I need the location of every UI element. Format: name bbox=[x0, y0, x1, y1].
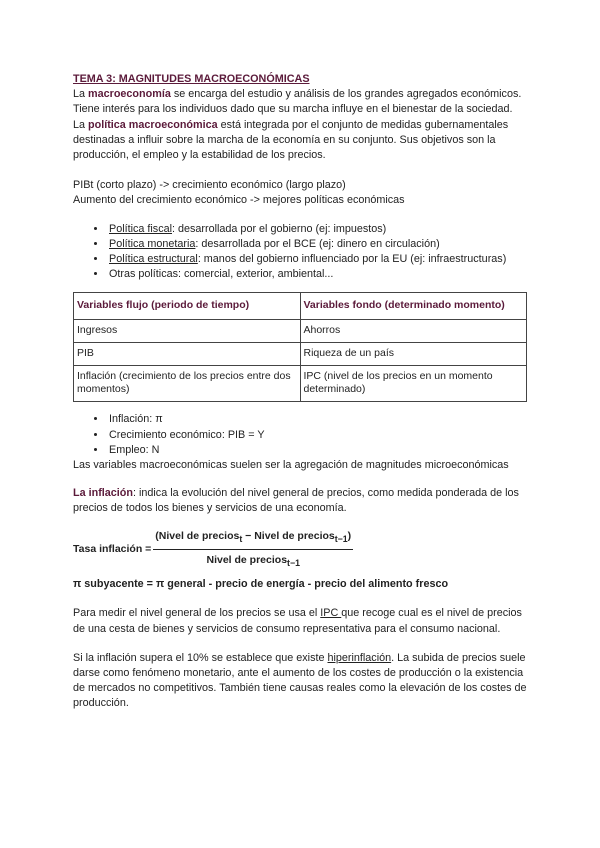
macro-paragraph bbox=[73, 87, 528, 117]
formula-subscript: t−1 bbox=[287, 558, 300, 569]
table-cell: PIB bbox=[74, 343, 301, 366]
text-segment: Si la inflación supera el 10% se establece que existe bbox=[73, 651, 328, 664]
macro-term: macroeconomía bbox=[88, 88, 171, 101]
document-page bbox=[73, 72, 528, 712]
list-item bbox=[107, 252, 528, 267]
table-header-row bbox=[74, 293, 527, 320]
list-text: Otras políticas: comercial, exterior, ambiental... bbox=[109, 268, 334, 281]
formula-text: ) bbox=[347, 529, 352, 542]
list-term: Política monetaria bbox=[109, 237, 196, 250]
inflation-term: La inflación bbox=[73, 487, 133, 500]
list-term: Política estructural bbox=[109, 253, 198, 266]
list-text: : desarrollada por el BCE (ej: dinero en circulación) bbox=[195, 237, 440, 250]
list-item: • Empleo: N bbox=[107, 443, 528, 458]
formula-denominator bbox=[207, 550, 300, 571]
text-segment: que recoge cual es el nivel de precios de una cesta de bienes y servicios de consumo representativa para el consumo nacional. bbox=[73, 607, 522, 635]
table-row bbox=[74, 343, 527, 366]
ipc-term: IPC bbox=[320, 607, 342, 620]
symbol-list bbox=[73, 412, 528, 458]
table-cell: Ingresos bbox=[74, 320, 301, 343]
page-title: TEMA 3: MAGNITUDES MACROECONÓMICAS bbox=[73, 73, 310, 85]
pib-line: PIBt (corto plazo) -> crecimiento económico (largo plazo) bbox=[73, 179, 346, 192]
core-inflation: π subyacente = π general - precio de energía - precio del alimento fresco bbox=[73, 578, 449, 591]
text-segment: está integrada por el conjunto de medidas gubernamentales destinadas a influir sobre la marcha de la economía en su conjunto. Sus objetivos son la producción, el empleo y la estabilidad de los precios. bbox=[73, 118, 509, 162]
table-header-cell: Variables fondo (determinado momento) bbox=[300, 293, 527, 320]
table-row bbox=[74, 366, 527, 402]
list-item bbox=[107, 267, 528, 282]
policy-paragraph bbox=[73, 118, 528, 164]
list-text: : manos del gobierno influenciado por la EU (ej: infraestructuras) bbox=[197, 253, 507, 266]
list-item bbox=[107, 222, 528, 237]
list-term: Política fiscal bbox=[109, 222, 173, 235]
formula-text: Nivel de precios bbox=[206, 553, 288, 566]
formula-label: Tasa inflación = bbox=[73, 543, 152, 556]
table-cell: IPC (nivel de los precios en un momento determinado) bbox=[300, 366, 527, 402]
policy-list bbox=[73, 222, 528, 283]
aggregation-line: Las variables macroeconómicas suelen ser la agregación de magnitudes microeconómicas bbox=[73, 459, 509, 472]
text-segment: Para medir el nivel general de los precios se usa el bbox=[73, 607, 321, 620]
list-text: : desarrollada por el gobierno (ej: impuestos) bbox=[172, 222, 387, 235]
variables-table bbox=[73, 292, 527, 402]
table-cell: Ahorros bbox=[300, 320, 527, 343]
formula-subscript: t−1 bbox=[334, 533, 348, 544]
policy-term: política macroeconómica bbox=[88, 118, 218, 131]
formula-fraction bbox=[153, 529, 353, 572]
table-cell: Riqueza de un país bbox=[300, 343, 527, 366]
text-segment: . La subida de precios suele darse como fenómeno monetario, ante el aumento de los costes de producción o la existencia de mercados no competitivos. También tiene causas reales como la elevación de los costes de producción. bbox=[73, 651, 527, 710]
hyper-paragraph bbox=[73, 651, 528, 712]
text-segment: : indica la evolución del nivel general de precios, como medida ponderada de los precios de todos los bienes y servicios de una economía. bbox=[73, 487, 519, 515]
inflation-formula bbox=[73, 529, 528, 572]
formula-text: (Nivel de precios bbox=[155, 529, 240, 542]
table-header-cell: Variables flujo (periodo de tiempo) bbox=[74, 293, 301, 320]
formula-text: − Nivel de precios bbox=[242, 529, 335, 542]
text-segment: La bbox=[73, 88, 89, 101]
table-row bbox=[74, 320, 527, 343]
formula-numerator bbox=[153, 529, 353, 550]
text-segment: se encarga del estudio y análisis de los grandes agregados económicos. Tiene interés para los individuos dado que su marcha influye en el bienestar de la sociedad. bbox=[73, 88, 522, 116]
list-item: • Inflación: π bbox=[107, 412, 528, 427]
growth-line: Aumento del crecimiento económico -> mejores políticas económicas bbox=[73, 194, 405, 207]
ipc-paragraph bbox=[73, 606, 528, 636]
list-item bbox=[107, 237, 528, 252]
table-cell: Inflación (crecimiento de los precios entre dos momentos) bbox=[74, 366, 301, 402]
text-segment: La bbox=[73, 118, 89, 131]
list-item: • Crecimiento económico: PIB = Y bbox=[107, 428, 528, 443]
formula-subscript: t bbox=[239, 533, 243, 544]
inflation-paragraph bbox=[73, 486, 528, 516]
hyper-term: hiperinflación bbox=[327, 651, 392, 664]
